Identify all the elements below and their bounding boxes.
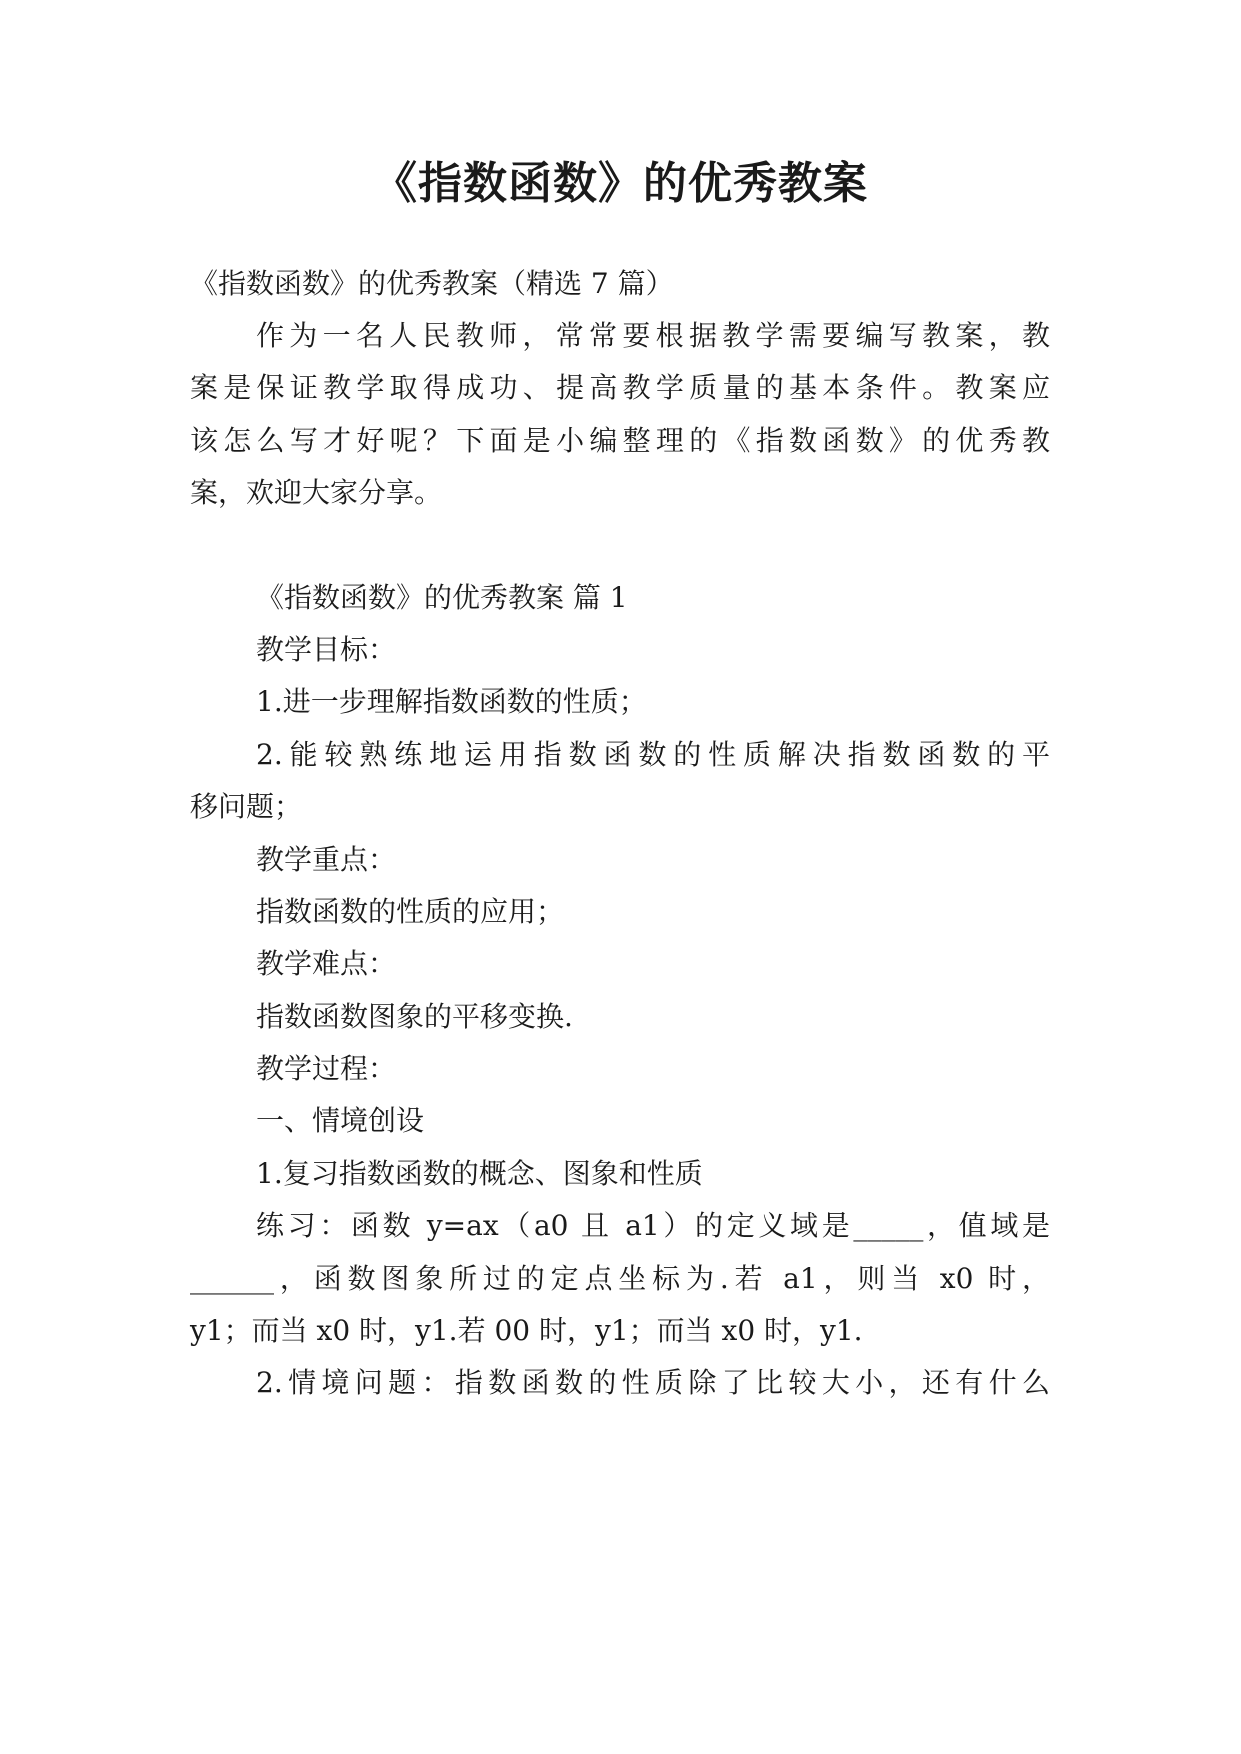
objective-2-line-2: 移问题； [190,790,303,823]
section-heading: 《指数函数》的优秀教案 篇 1 [256,581,628,614]
part-1-heading: 一、情境创设 [256,1104,425,1137]
difficulty-heading: 教学难点： [256,947,397,980]
situation-line-1: 2.情境问题：指数函数的性质除了比较大小，还有什么 [256,1366,1050,1399]
intro-line-2: 案是保证教学取得成功、提高教学质量的基本条件。教案应 [190,371,1050,404]
intro-line-1: 作为一名人民教师，常常要根据教学需要编写教案，教 [256,319,1050,352]
objective-2-line-1: 2.能较熟练地运用指数函数的性质解决指数函数的平 [256,738,1050,771]
key-points: 指数函数的性质的应用； [256,895,565,928]
review-item: 1.复习指数函数的概念、图象和性质 [256,1157,703,1190]
exercise-line-3: y1；而当 x0 时，y1.若 00 时，y1；而当 x0 时，y1. [190,1314,863,1347]
key-points-heading: 教学重点： [256,843,397,876]
objectives-heading: 教学目标： [256,633,397,666]
document-title: 《指数函数》的优秀教案 [373,158,868,209]
document-subtitle: 《指数函数》的优秀教案（精选 7 篇） [190,267,674,300]
process-heading: 教学过程： [256,1052,397,1085]
exercise-line-1: 练习：函数 y=ax（a0 且 a1）的定义域是_____，值域是 [256,1209,1050,1242]
difficulty: 指数函数图象的平移变换. [256,1000,573,1033]
intro-line-3: 该怎么写才好呢？下面是小编整理的《指数函数》的优秀教 [190,424,1050,457]
intro-line-4: 案，欢迎大家分享。 [190,476,443,509]
objective-1: 1.进一步理解指数函数的性质； [256,685,647,718]
exercise-line-2: ______，函数图象所过的定点坐标为.若 a1，则当 x0 时， [190,1262,1050,1295]
